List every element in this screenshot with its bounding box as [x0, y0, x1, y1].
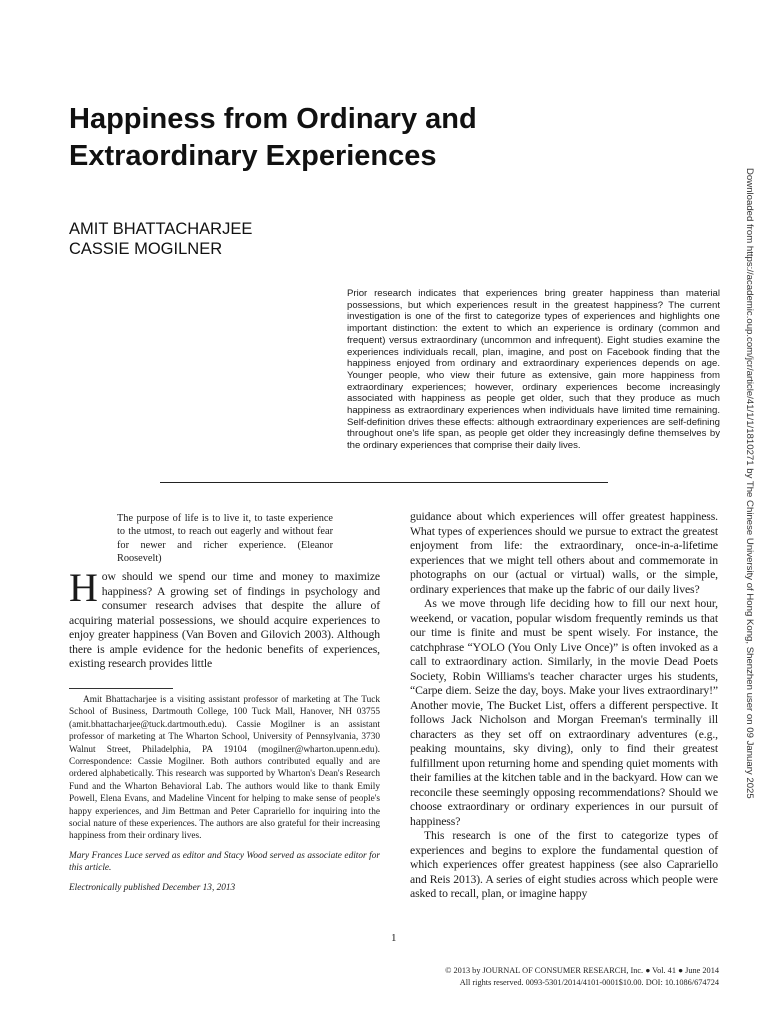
body-paragraph: This research is one of the first to categorize types of experiences and begins to explore the fundamental question of which experiences offer greatest happiness (see also Caprariello and Reis 2013). A series of eight studies across which people were asked to recall, plan, or imagine happy: [410, 829, 718, 900]
copyright-line: © 2013 by JOURNAL OF CONSUMER RESEARCH, Inc. ● Vol. 41 ● June 2014: [445, 966, 719, 975]
body-paragraph: As we move through life deciding how to fill our next hour, weekend, or vacation, popular wisdom frequently reminds us that our time is finite and must be spent wisely. For instance, the catchphrase “YOLO (You Only Live Once)” is often invoked as a call to extraordinary action. Similarly, in the movie Dead Poets Society, Robin Williams's teacher character urges his students, “Carpe diem. Seize the day, boys. Make your lives extraordinary!” Another movie, The Bucket List, offers a different perspective. It follows Jack Nicholson and Morgan Freeman's terminally ill characters as they set off on extraordinary adventures (e.g., peaking mountains, sky diving), only to find their greatest fulfillment upon returning home and spending quiet moments with their families at the kitchen table and in the backyard. How can we reconcile these seemingly opposing recommendations? Should we choose extraordinary or ordinary experiences in our pursuit of happiness?: [410, 597, 718, 828]
copyright-notice: [379, 965, 719, 988]
title-line-2: Extraordinary Experiences: [69, 140, 437, 172]
author-name: CASSIE MOGILNER: [69, 240, 223, 258]
body-paragraph: guidance about which experiences will offer greatest happiness. What types of experiences should we pursue to extract the greatest enjoyment from life: the extraordinary, once-in-a-lifetime experiences that we might tell others about and commemorate in photographs on our (actual or virtual) walls, or the simple, ordinary experiences that make up the fabric of our daily lives?: [410, 510, 718, 596]
intro-text: ow should we spend our time and money to maximize happiness? A growing set of findings in psychology and consumer research advises that despite the allure of acquiring material possessions, we should acquire experiences to enjoy greater happiness (Van Boven and Gilovich 2003). Although there is ample evidence for the hedonic benefits of experiences, existing research provides little: [69, 570, 380, 670]
abstract: Prior research indicates that experiences bring greater happiness than material possessions, but which experiences result in the greatest happiness? The current investigation is one of the first to categorize types of experiences and highlights one important distinction: the extent to which an experience is ordinary (common and frequent) versus extraordinary (uncommon and infrequent). Eight studies examine the experiences individuals recall, plan, imagine, and post on Facebook finding that the happiness enjoyed from ordinary and extraordinary experiences depends on age. Younger people, who view their future as extensive, gain more happiness from extraordinary experiences; however, ordinary experiences become increasingly associated with happiness as people get older, such that they produce as much happiness as extraordinary experiences when individuals have limited time remaining. Self-definition drives these effects: although extraordinary experiences are self-defining throughout one's life span, as people get older they increasingly define themselves by the ordinary experiences that comprise their daily lives.: [347, 288, 720, 452]
copyright-line: All rights reserved. 0093-5301/2014/4101-0001$10.00. DOI: 10.1086/674724: [459, 977, 719, 987]
article-title: [69, 101, 629, 175]
download-notice: Downloaded from https://academic.oup.com/jcr/article/41/1/1/1810271 by The Chinese University of Hong Kong, Shenzhen user on 09 January 2025: [744, 168, 755, 799]
drop-cap: H: [69, 565, 98, 610]
intro-paragraph: [69, 565, 380, 672]
title-line-1: Happiness from Ordinary and: [69, 103, 477, 135]
footnote-published: Electronically published December 13, 2013: [69, 882, 236, 893]
body-column-right: [410, 510, 718, 902]
section-divider: [160, 482, 608, 483]
footnote-affiliation: Amit Bhattacharjee is a visiting assistant professor of marketing at The Tuck School of Business, Dartmouth College, 100 Tuck Mall, Hanover, NH 03755 (amit.bhattacharjee@tuck.dartmouth.edu). Cassie Mogilner is an assistant professor of marketing at The Wharton School, University of Pennsylvania, 3730 Walnut Street, Philadelphia, PA 19104 (mogilner@wharton.upenn.edu). Correspondence: Cassie Mogilner. Both authors contributed equally and are ordered alphabetically. This research was supported by Wharton's Dean's Research Fund and the Wharton Behavioral Lab. The authors would like to thank Emily Powell, Elena Evans, and Madeline Vincent for helping to make sense of people's happy experiences, and Jim Bettman and Peter Caprariello for inquiring into the social nature of these experiences. The authors are also grateful for their increasing happiness from their ordinary lives.: [69, 695, 380, 842]
footnote-editors: Mary Frances Luce served as editor and Stacy Wood served as associate editor for this article.: [69, 850, 380, 874]
author-list: [69, 219, 252, 259]
author-name: AMIT BHATTACHARJEE: [69, 220, 253, 238]
author-footnote: [69, 694, 380, 894]
footnote-divider: [69, 688, 173, 689]
page-number: 1: [391, 932, 397, 944]
epigraph: The purpose of life is to live it, to taste experience to the utmost, to reach out eagerly and without fear for newer and richer experience. (Eleanor Roosevelt): [117, 513, 333, 565]
